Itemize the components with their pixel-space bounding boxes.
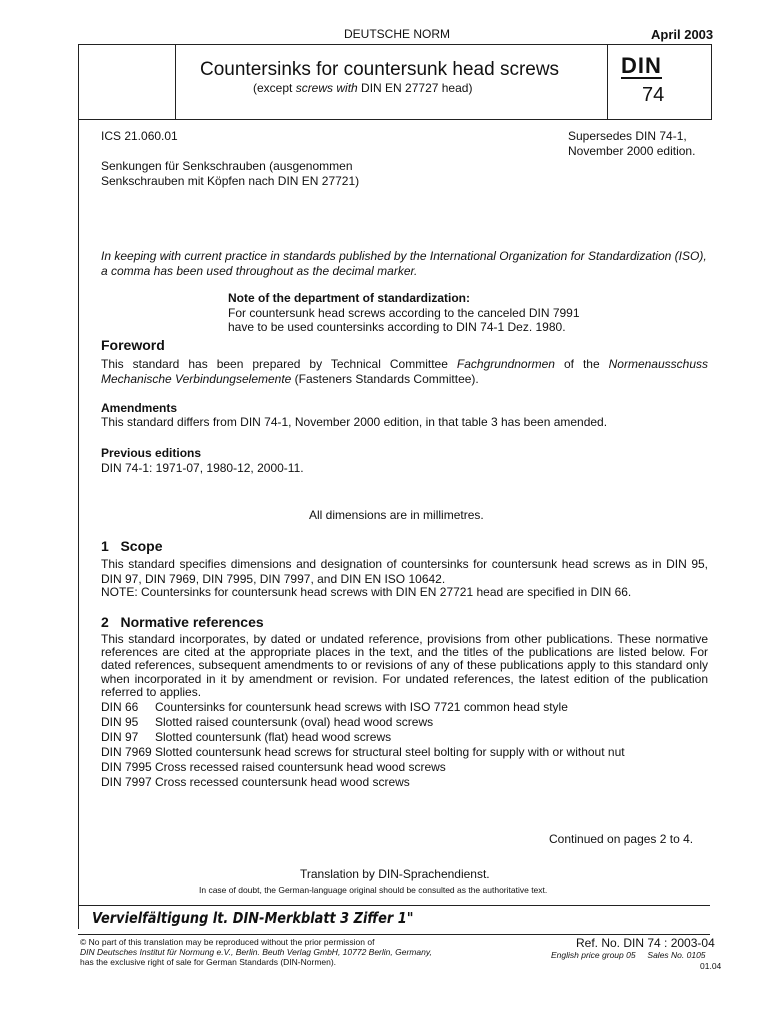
din-logo: DIN	[621, 53, 662, 78]
reference-title: Cross recessed countersunk head wood screws	[155, 775, 410, 789]
list-item	[101, 730, 625, 745]
document-title: Countersinks for countersunk head screws	[200, 59, 560, 80]
reference-title: Slotted countersunk head screws for structural steel bolting for supply with or without nut	[155, 745, 625, 759]
standard-number: 74	[642, 84, 665, 106]
foreword-committee: Fachgrundnormen	[456, 357, 555, 371]
normative-heading	[101, 614, 264, 630]
department-note-line2: have to be used countersinks according to DIN 74-1 Dez. 1980.	[228, 320, 566, 334]
reproduction-stamp: Vervielfältigung lt. DIN-Merkblatt 3 Ziffer 1"	[92, 909, 414, 927]
subtitle-pre: (except	[253, 81, 296, 95]
edition-code: 01.04	[700, 961, 722, 971]
reference-code: DIN 95	[101, 715, 139, 729]
scope-title: Scope	[120, 538, 163, 554]
copyright-line1: © No part of this translation may be reproduced without the prior permission of	[80, 937, 375, 947]
scope-number: 1	[101, 538, 109, 554]
reference-title: Slotted raised countersunk (oval) head wood screws	[155, 715, 434, 729]
reference-code: DIN 7969	[101, 745, 152, 759]
reference-title: Slotted countersunk (flat) head wood screws	[155, 730, 392, 744]
supersedes-block	[568, 129, 713, 158]
reference-code: DIN 66	[101, 700, 139, 714]
page-left-rule	[78, 119, 79, 929]
list-item	[101, 715, 625, 730]
list-item	[101, 700, 625, 715]
reference-list	[101, 700, 625, 790]
reference-number: Ref. No. DIN 74 : 2003-04	[576, 936, 715, 950]
foreword-text-pre: This standard has been prepared by Technical Committee	[101, 357, 457, 371]
title-box-divider-right	[607, 44, 608, 119]
department-note-line1: For countersunk head screws according to the canceled DIN 7991	[228, 305, 580, 320]
german-title-line2: Senkschrauben mit Köpfen nach DIN EN 27721)	[101, 173, 360, 188]
footer-rule-bottom	[78, 934, 710, 935]
list-item	[101, 760, 625, 775]
subtitle-post: DIN EN 27727 head)	[357, 81, 473, 95]
foreword-text-post: (Fasteners Standards Committee).	[291, 371, 479, 386]
reference-code: DIN 7995	[101, 760, 152, 774]
normative-number: 2	[101, 614, 109, 630]
foreword-normenausschuss: Normenausschuss Mechanische Verbindungselemente	[101, 357, 708, 386]
reference-title: Cross recessed raised countersunk head wood screws	[155, 760, 446, 774]
amendments-heading: Amendments	[101, 401, 178, 415]
doubt-note: In case of doubt, the German-language original should be consulted as the authoritative text.	[199, 885, 548, 895]
department-note	[228, 291, 648, 335]
price-info	[551, 950, 706, 960]
list-item	[101, 745, 625, 760]
german-title	[101, 159, 359, 188]
supersedes-line2: November 2000 edition.	[568, 143, 696, 158]
price-group: English price group 05	[551, 950, 636, 960]
foreword-heading: Foreword	[101, 337, 165, 353]
scope-heading	[101, 538, 162, 554]
copyright-line2: DIN Deutsches Institut für Normung e.V., Berlin. Beuth Verlag GmbH, 10772 Berlin, Germany,	[80, 947, 432, 957]
translation-note: Translation by DIN-Sprachendienst.	[300, 867, 490, 881]
previous-editions-heading: Previous editions	[101, 446, 202, 460]
german-title-line1: Senkungen für Senkschrauben (ausgenommen	[101, 159, 353, 173]
reference-title: Countersinks for countersunk head screws with ISO 7721 common head style	[155, 700, 568, 714]
supersedes-line1: Supersedes DIN 74-1,	[568, 129, 687, 143]
normative-title: Normative references	[120, 614, 264, 630]
ics-code: ICS 21.060.01	[101, 129, 178, 143]
scope-note: NOTE: Countersinks for countersunk head screws with DIN EN 27721 head are specified in DIN 66.	[101, 585, 632, 599]
department-note-title: Note of the department of standardization:	[228, 291, 471, 305]
sales-number: Sales No. 0105	[647, 950, 706, 960]
reference-code: DIN 7997	[101, 775, 152, 789]
normative-text: This standard incorporates, by dated or undated reference, provisions from other publications. These normative references are cited at the appropriate places in the text, and the titles of the publications are listed below. For dated references, subsequent amendments to or revisions of any of these publications apply to this standard only when incorporated in it by amendment or revision. For undated references, the latest edition of the publication referred to applies.	[101, 632, 708, 699]
title-box-divider-left	[175, 44, 176, 119]
scope-text: This standard specifies dimensions and designation of countersinks for countersunk head screws as in DIN 95, DIN 97, DIN 7969, DIN 7995, DIN 7997, and DIN EN ISO 10642.	[101, 557, 708, 586]
list-item	[101, 775, 625, 790]
amendments-text: This standard differs from DIN 74-1, November 2000 edition, in that table 3 has been amended.	[101, 415, 608, 429]
foreword-text-mid: of the	[554, 357, 609, 371]
foreword-text	[101, 357, 708, 386]
copyright-line3: has the exclusive right of sale for German Standards (DIN-Normen).	[80, 957, 337, 967]
previous-editions-text: DIN 74-1: 1971-07, 1980-12, 2000-11.	[101, 461, 304, 475]
decimal-marker-note: In keeping with current practice in standards published by the International Organization for Standardization (ISO), a comma has been used throughout as the decimal marker.	[101, 249, 707, 278]
standard-type: DEUTSCHE NORM	[344, 27, 451, 41]
copyright-notice	[80, 937, 432, 967]
subtitle-italic: screws with	[295, 81, 358, 95]
publication-date: April 2003	[651, 27, 714, 42]
dimensions-note: All dimensions are in millimetres.	[309, 508, 484, 522]
document-subtitle	[253, 81, 472, 95]
footer-rule-top	[78, 905, 710, 906]
continued-note: Continued on pages 2 to 4.	[549, 832, 694, 846]
reference-code: DIN 97	[101, 730, 139, 744]
